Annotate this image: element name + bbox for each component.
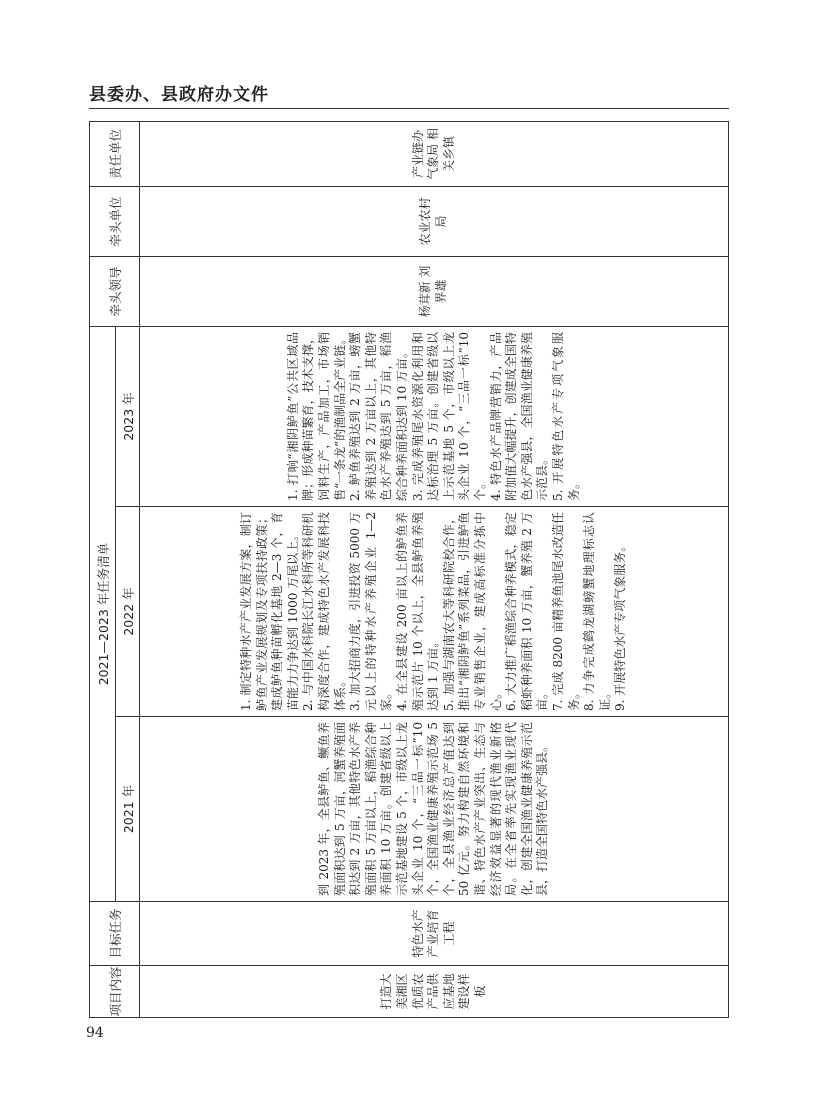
header-lead-unit: 牵头单位: [90, 186, 140, 256]
cell-lead-leader: 杨茸新 刘界雄: [418, 265, 448, 318]
header-divider: [89, 108, 729, 109]
list-item: 2. 鲈鱼养殖达到 2 万亩，螃蟹养殖达到 2 万亩以上，其他特色水产养殖达到 5 万亩，稻渔综合种养面积达到 10 万亩。: [348, 331, 410, 501]
header-2023: 2023 年: [116, 326, 140, 506]
header-2021: 2021 年: [116, 717, 140, 902]
header-task-list: 2021—2023 年任务清单: [90, 326, 116, 901]
page-number: 94: [86, 1025, 104, 1041]
list-item: 8. 力争完成鹤龙湖螃蟹地理标志认证。: [582, 512, 612, 711]
list-item: 3. 加大招商力度，引进投资 5000 万元以上的特种水产养殖企业 1—2 家。: [348, 512, 394, 711]
list-item: 1. 打响“湘阴鲈鱼”公共区域品牌；形成种苗繁育，技术支撑，饲料生产，产品加工，市场销售“一条龙”的渔制品全产业链。: [285, 331, 347, 501]
list-item: 2. 与中国水科院长江水科所等科研机构深度合作，建成特色水产发展科技体系。: [301, 512, 347, 711]
document-header: 县委办、县政府办文件: [89, 85, 269, 105]
rotated-table-container: [89, 122, 729, 1018]
list-item: 1. 制定特种水产产业发展方案，制订鲈鱼产业发展规划及专项扶持政策；建成鲈鱼种苗孵化基地 2—3 个，育苗能力力争达到 1000 万尾以上。: [239, 512, 300, 711]
cell-2023: [284, 327, 584, 506]
list-item: 3. 完成养殖尾水资源化利用和达标治理 5 万亩。创建省级以上示范基地 5 个，市级以上龙头企业 10 个，“三品一标”10 个。: [410, 331, 487, 501]
cell-target: 特色水产产业培育工程: [410, 909, 456, 958]
list-item: 4. 特色水产品牌营销力，产品附加值大幅提升，创建成全国特色水产强县，全国渔业健康养殖示范县。: [488, 331, 550, 501]
cell-2022: [237, 507, 631, 716]
cell-2021: 到 2023 年，全县鲈鱼、鳜鱼养殖面积达到 5 万亩，河蟹养殖面积达到 2 万亩，其他特色水产养殖面积 5 万亩以上，稻渔综合种养面积 10 万亩。创建省级以上示范基地建设 5 个，市级以上龙头企业 10 个，“三品一标”10 个，全国渔业健康养殖示范场 5 个，全县渔业经济总产值达到 50 亿元。努力构建自然环境和谐、特色水产产业突出、生态与经济效益显著的现代渔业新格局。在全省率先实现渔业现代化，创建全国渔业健康养殖示范县，打造全国特色水产强县。: [317, 722, 550, 896]
table-row: [140, 121, 729, 1017]
list-item: 5. 开展特色水产专项气象服务。: [550, 331, 581, 501]
task-table: [89, 121, 729, 1018]
table-wrapper: [89, 122, 729, 1018]
list-item: 5. 加强与湖南农大等科研院校合作，推出“湘阴鲈鱼”系列菜品，引进鲈鱼专业销售企业，建成高标准分拣中心。: [441, 512, 503, 711]
header-lead-leader: 牵头领导: [90, 256, 140, 326]
list-item: 9. 开展特色水产专项气象服务。: [613, 539, 628, 711]
list-item: 6. 大力推广稻渔综合种养模式，稳定稻虾种养面积 10 万亩，蟹养殖 2 万亩。: [504, 512, 550, 711]
header-target: 目标任务: [90, 902, 140, 966]
list-item: 4. 在全县建设 200 亩以上的鲈鱼养殖示范片 10 个以上，全县鲈鱼养殖达到 1 万亩。: [395, 512, 441, 711]
cell-lead-unit: 农业农村局: [418, 197, 448, 246]
cell-resp-unit: 产业链办 气象局 相关乡镇: [410, 128, 456, 180]
header-resp-unit: 责任单位: [90, 121, 140, 186]
header-2022: 2022 年: [116, 507, 140, 717]
header-project: 项目内容: [90, 966, 140, 1018]
list-item: 7. 完成 8200 亩精养鱼池尾水改造任务。: [550, 512, 581, 711]
cell-project: 打造大美湘区优质农产品供应基地建设样板: [379, 973, 487, 1010]
